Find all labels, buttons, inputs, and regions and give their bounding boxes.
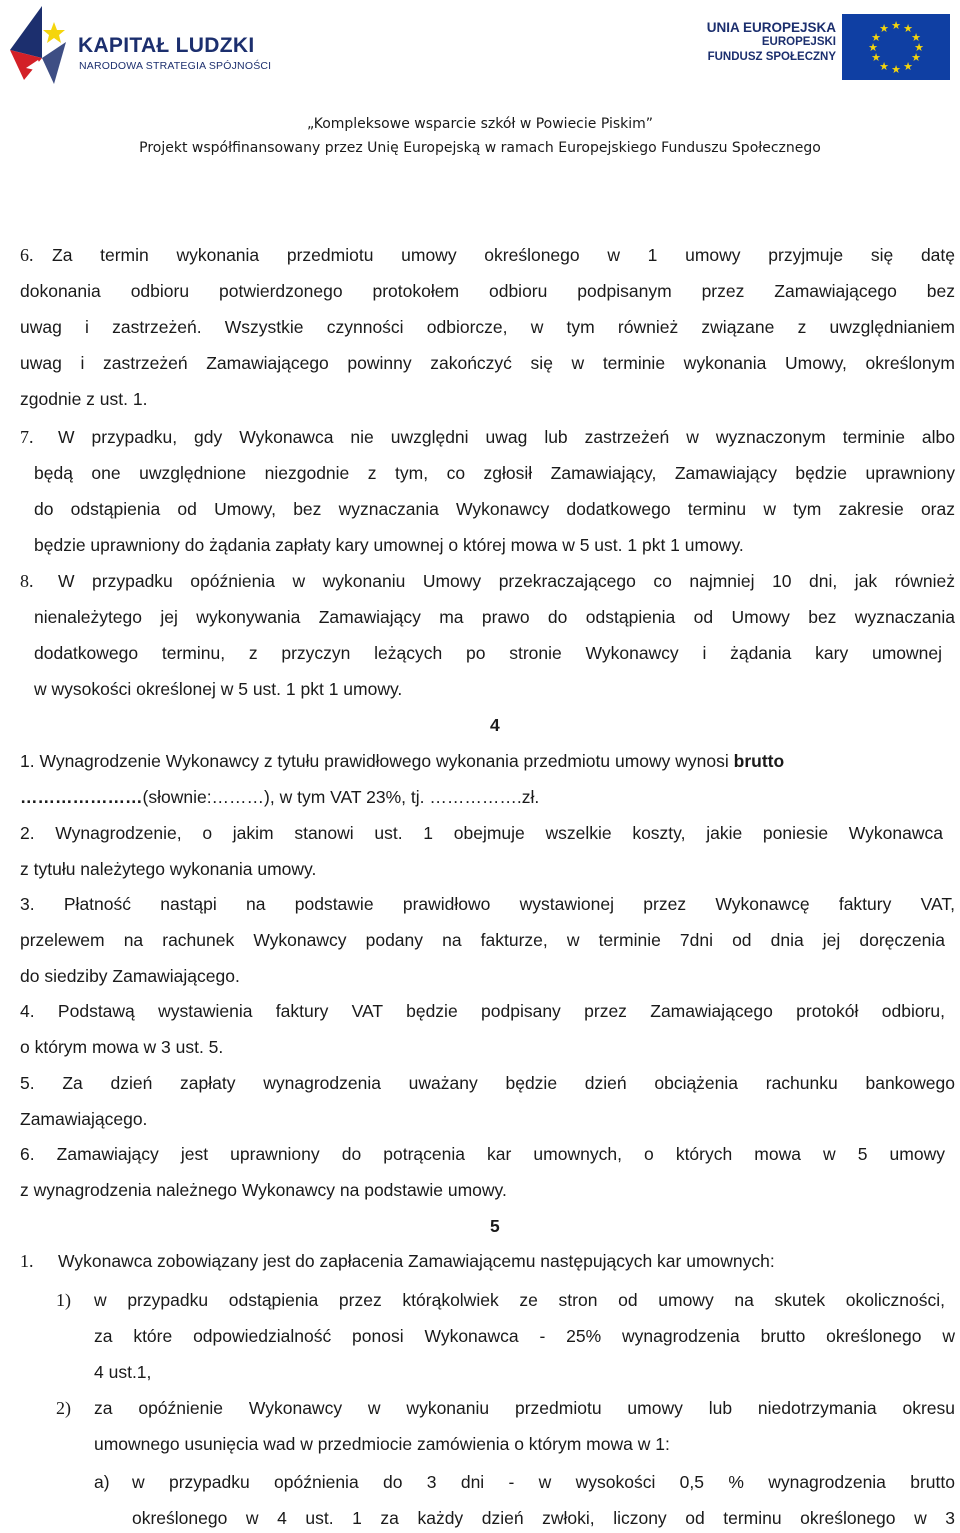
paragraph-7-line-2: będą one uwzględnione niezgodnie z tym, co zgłosił Zamawiający, Zamawiający będzie uprawniony	[34, 463, 955, 483]
svg-text:★: ★	[911, 51, 921, 64]
kapital-ludzki-subtitle: NARODOWA STRATEGIA SPÓJNOŚCI	[79, 60, 272, 72]
section-4-point-3-line-3: do siedziby Zamawiającego.	[20, 966, 240, 986]
section-5-item-1-line-3: 4 ust.1,	[94, 1362, 152, 1382]
section-5-point-1-text: Wykonawca zobowiązany jest do zapłacenia Zamawiającemu następujących kar umownych:	[58, 1251, 775, 1271]
svg-text:★: ★	[911, 31, 921, 44]
svg-text:★: ★	[891, 63, 901, 76]
paragraph-8-line-3: dodatkowego terminu, z przyczyn leżących po stronie Wykonawcy i żądania kary umownej	[34, 643, 942, 663]
paragraph-6-line-5: zgodnie z ust. 1.	[20, 389, 148, 409]
section-5-item-a-line-1: w przypadku opóźnienia do 3 dni - w wysokości 0,5 % wynagrodzenia brutto	[132, 1472, 955, 1492]
svg-text:★: ★	[903, 60, 913, 73]
paragraph-8-number: 8.	[20, 571, 34, 591]
section-4-point-4-line-2: o którym mowa w 3 ust. 5.	[20, 1037, 224, 1057]
paragraph-6-line-4: uwag i zastrzeżeń Zamawiającego powinny zakończyć się w terminie wykonania Umowy, określonym	[20, 353, 955, 373]
paragraph-7-number: 7.	[20, 427, 34, 447]
paragraph-6-line-1: Za termin wykonania przedmiotu umowy określonego w 1 umowy przyjmuje się datę	[52, 245, 955, 265]
paragraph-7-line-4: będzie uprawniony do żądania zapłaty kary umownej o której mowa w 5 ust. 1 pkt 1 umowy.	[34, 535, 744, 555]
svg-text:★: ★	[879, 60, 889, 73]
section-4-point-2-line-2: z tytułu należytego wykonania umowy.	[20, 859, 317, 879]
svg-text:★: ★	[914, 41, 924, 54]
eu-logo	[694, 14, 954, 80]
section-4-point-1-text: 1. Wynagrodzenie Wykonawcy z tytułu prawidłowego wykonania przedmiotu umowy wynosi	[20, 751, 734, 771]
paragraph-7-line-3: do odstąpienia od Umowy, bez wyznaczania Wykonawcy dodatkowego terminu w tym zakresie oraz	[34, 499, 955, 519]
kapital-ludzki-emblem-icon	[4, 2, 76, 92]
section-5-item-1-number: 1)	[56, 1290, 71, 1310]
section-4-amount-placeholder: …………………	[20, 787, 143, 807]
section-5-item-a-number: a)	[94, 1472, 110, 1492]
eu-line-2: EUROPEJSKI	[761, 36, 836, 48]
section-4-point-1-line-1	[20, 750, 955, 772]
section-4-heading: 4	[490, 715, 500, 735]
paragraph-7-line-1: W przypadku, gdy Wykonawca nie uwzględni uwag lub zastrzeżeń w wyznaczonym terminie albo	[58, 427, 955, 447]
svg-text:★: ★	[871, 51, 881, 64]
section-4-point-2-line-1: 2. Wynagrodzenie, o jakim stanowi ust. 1 obejmuje wszelkie koszty, jakie poniesie Wykonawca	[20, 823, 943, 843]
eu-logo-text	[707, 20, 836, 65]
document-header	[0, 0, 960, 200]
section-4-amount-words: (słownie:………), w tym VAT 23%, tj. …………….zł.	[142, 787, 540, 807]
section-5-heading: 5	[490, 1216, 500, 1236]
paragraph-6-number: 6.	[20, 245, 34, 265]
paragraph-6-line-2: dokonania odbioru potwierdzonego protokołem odbioru podpisanym przez Zamawiającego bez	[20, 281, 955, 301]
section-4-point-6-line-2: z wynagrodzenia należnego Wykonawcy na podstawie umowy.	[20, 1180, 507, 1200]
svg-text:★: ★	[891, 19, 901, 32]
section-5-item-2-line-1: za opóźnienie Wykonawcy w wykonaniu przedmiotu umowy lub niedotrzymania okresu	[94, 1398, 955, 1418]
section-5-item-a-line-2: określonego w 4 ust. 1 za każdy dzień zwłoki, liczony od terminu określonego w 3	[132, 1508, 955, 1528]
section-5-item-1-line-2: za które odpowiedzialność ponosi Wykonawca - 25% wynagrodzenia brutto określonego w	[94, 1326, 955, 1346]
project-title: „Kompleksowe wsparcie szkół w Powiecie Piskim”	[306, 116, 654, 132]
section-4-point-4-line-1: 4. Podstawą wystawienia faktury VAT będzie podpisany przez Zamawiającego protokół odbioru,	[20, 1001, 945, 1021]
project-subtitle: Projekt współfinansowany przez Unię Europejską w ramach Europejskiego Funduszu Społecznego	[139, 140, 821, 156]
svg-text:★: ★	[871, 31, 881, 44]
section-4-point-6-line-1: 6. Zamawiający jest uprawniony do potrącenia kar umownych, o których mowa w 5 umowy	[20, 1144, 945, 1164]
svg-text:★: ★	[879, 22, 889, 35]
paragraph-8-line-1: W przypadku opóźnienia w wykonaniu Umowy przekraczającego co najmniej 10 dni, jak również	[58, 571, 955, 591]
section-5-item-1-line-1: w przypadku odstąpienia przez którąkolwiek ze stron od umowy na skutek okoliczności,	[94, 1290, 945, 1310]
eu-line-1: UNIA EUROPEJSKA	[706, 20, 836, 35]
eu-line-3: FUNDUSZ SPOŁECZNY	[707, 51, 836, 63]
paragraph-8-line-4: w wysokości określonej w 5 ust. 1 pkt 1 umowy.	[34, 679, 403, 699]
svg-text:★: ★	[903, 22, 913, 35]
section-4-point-1-line-2	[20, 786, 539, 808]
paragraph-8-line-2: nienależytego jej wykonywania Zamawiający ma prawo do odstąpienia od Umowy bez wyznaczania	[34, 607, 955, 627]
kapital-ludzki-title: KAPITAŁ LUDZKI	[78, 34, 255, 57]
section-4-point-5-line-1: 5. Za dzień zapłaty wynagrodzenia uważany będzie dzień obciążenia rachunku bankowego	[20, 1073, 955, 1093]
svg-text:★: ★	[868, 41, 878, 54]
eu-flag-icon	[842, 14, 950, 80]
paragraph-6-line-3: uwag i zastrzeżeń. Wszystkie czynności odbiorcze, w tym również związane z uwzględnianiem	[20, 317, 955, 337]
section-4-point-5-line-2: Zamawiającego.	[20, 1109, 148, 1129]
section-4-point-3-line-2: przelewem na rachunek Wykonawcy podany na fakturze, w terminie 7dni od dnia jej doręczenia	[20, 930, 945, 950]
section-5-point-1-number: 1.	[20, 1251, 34, 1271]
section-4-point-1-brutto: brutto	[733, 751, 785, 771]
section-5-item-2-line-2: umownego usunięcia wad w przedmiocie zamówienia o którym mowa w 1:	[94, 1434, 670, 1454]
kapital-ludzki-logo	[4, 2, 304, 92]
section-5-item-2-number: 2)	[56, 1398, 71, 1418]
section-4-point-3-line-1: 3. Płatność nastąpi na podstawie prawidłowo wystawionej przez Wykonawcę faktury VAT,	[20, 894, 955, 914]
